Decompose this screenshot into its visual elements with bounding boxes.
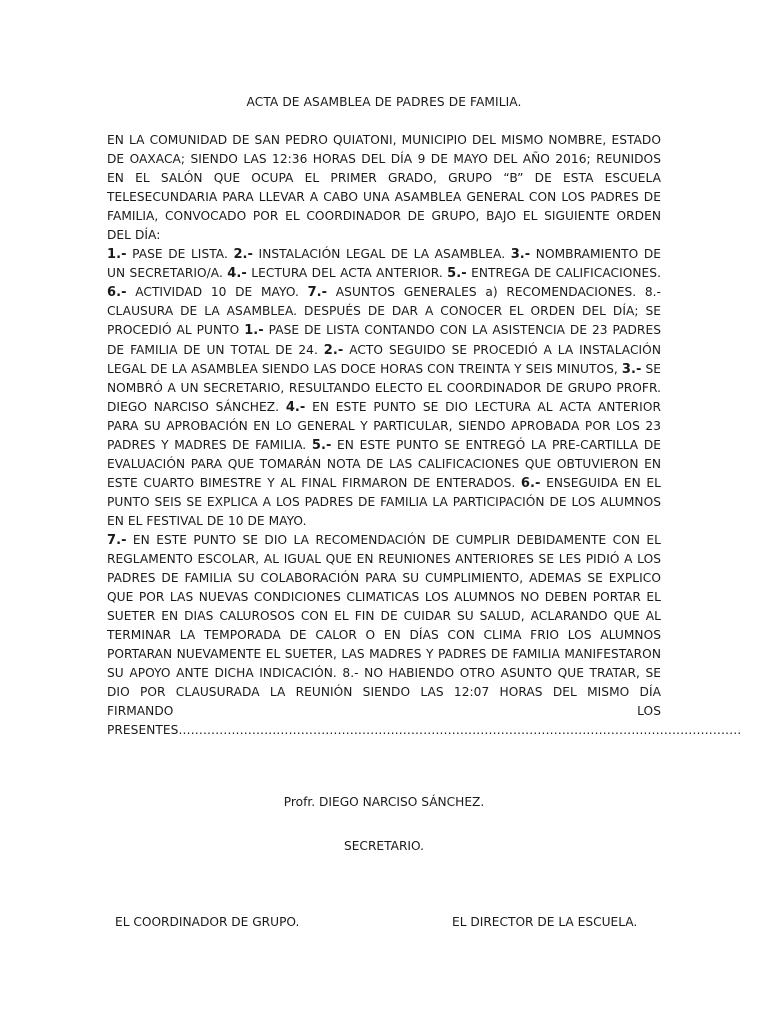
agenda-text: NOMBRAMIENTO DE UN SECRETARIO/A.	[107, 247, 661, 281]
agenda-text: INSTALACIÓN LEGAL DE LA ASAMBLEA.	[252, 247, 511, 262]
secretary-name: Profr. DIEGO NARCISO SÁNCHEZ.	[283, 795, 485, 809]
closing-line: PRESENTES…………………………………………………………………………………………………………………………	[107, 723, 742, 738]
point-text: ENSEGUIDA EN EL PUNTO SEIS SE EXPLICA A LOS PADRES DE FAMILIA LA PARTICIPACIÓN DE LOS ALUMNOS EN EL FESTIVAL DE 10 DE MAYO.	[107, 475, 661, 528]
point-num: 6.-	[520, 475, 541, 491]
point-text: SE NOMBRÓ A UN SECRETARIO, RESULTANDO ELECTO EL COORDINADOR DE GRUPO PROFR. DIEGO NARCISO SÁNCHEZ.	[107, 361, 661, 414]
agenda-paragraph	[107, 245, 661, 531]
point-num: 5.-	[311, 437, 332, 453]
agenda-num: 5.-	[447, 266, 467, 282]
point-num: 4.-	[285, 399, 306, 415]
point-text: ACTO SEGUIDO SE PROCEDIÓ A LA INSTALACIÓN LEGAL DE LA ASAMBLEA SIENDO LAS DOCE HORAS CON TREINTA Y SEIS MINUTOS,	[107, 342, 661, 376]
agenda-num: 2.-	[233, 247, 253, 263]
point-text: PASE DE LISTA CONTANDO CON LA ASISTENCIA DE 23 PADRES DE FAMILIA DE UN TOTAL DE 24.	[107, 323, 661, 357]
agenda-text: ASUNTOS GENERALES a) RECOMENDACIONES. 8.- CLAUSURA DE LA ASAMBLEA. DESPUÉS DE DAR A CONOCER EL ORDEN DEL DÍA; SE PROCEDIÓ AL PUNTO	[107, 285, 662, 338]
agenda-num: 6.-	[107, 285, 127, 301]
point-7-text: EN ESTE PUNTO SE DIO LA RECOMENDACIÓN DE CUMPLIR DEBIDAMENTE CON EL REGLAMENTO ESCOLAR, AL IGUAL QUE EN REUNIONES ANTERIORES SE LES PIDIÓ A LOS PADRES DE FAMILIA SU COLABORACIÓN PARA SU CUMPLIMIENTO, ADEMAS SE EXPLICO QUE POR LAS NUEVAS CONDICIONES CLIMATICAS LOS ALUMNOS NO DEBEN PORTAR EL SUETER EN DIAS CALUROSOS CON EL FIN DE CUIDAR SU SALUD, ACLARANDO QUE AL TERMINAR LA TEMPORADA DE CALOR O EN DÍAS CON CLIMA FRIO LOS ALUMNOS PORTARAN NUEVAMENTE EL SUETER, LAS MADRES Y PADRES DE FAMILIA MANIFESTARON SU APOYO ANTE DICHA INDICACIÓN. 8.- NO HABIENDO OTRO ASUNTO QUE TRATAR, SE DIO POR CLAUSURADA LA REUNIÓN SIENDO LAS 12:07 HORAS DEL MISMO DÍA FIRMANDO LOS	[107, 532, 661, 719]
point-num: 7.-	[107, 532, 127, 548]
agenda-text: PASE DE LISTA.	[126, 247, 234, 262]
point-num: 2.-	[323, 342, 344, 358]
agenda-text: LECTURA DEL ACTA ANTERIOR.	[246, 266, 448, 281]
point-num: 1.-	[244, 323, 264, 339]
agenda-num: 1.-	[107, 247, 127, 263]
agenda-text: ACTIVIDAD 10 DE MAYO.	[126, 285, 308, 300]
intro-text: EN LA COMUNIDAD DE SAN PEDRO QUIATONI, MUNICIPIO DEL MISMO NOMBRE, ESTADO DE OAXACA; SIENDO LAS 12:36 HORAS DEL DÍA 9 DE MAYO DEL AÑO 2016; REUNIDOS EN EL SALÓN QUE OCUPA EL PRIMER GRADO, GRUPO “B” DE ESTA ESCUELA TELESECUNDARIA PARA LLEVAR A CABO UNA ASAMBLEA GENERAL CON LOS PADRES DE FAMILIA, CONVOCADO POR EL COORDINADOR DE GRUPO, BAJO EL SIGUIENTE ORDEN DEL DÍA:	[107, 133, 661, 243]
agenda-text: ENTREGA DE CALIFICACIONES.	[466, 266, 661, 281]
agenda-num: 7.-	[307, 285, 328, 301]
secretary-role: SECRETARIO.	[344, 839, 424, 853]
document-title: ACTA DE ASAMBLEA DE PADRES DE FAMILIA.	[246, 95, 522, 109]
agenda-num: 4.-	[227, 266, 247, 282]
document-body	[107, 131, 742, 741]
point-num: 3.-	[621, 361, 642, 377]
director-signature: EL DIRECTOR DE LA ESCUELA.	[452, 915, 638, 929]
point-text: EN ESTE PUNTO SE ENTREGÓ LA PRE-CARTILLA DE EVALUACIÓN PARA QUE TOMARÁN NOTA DE LAS CALIFICACIONES QUE OBTUVIERON EN ESTE CUARTO BIMESTRE Y AL FINAL FIRMARON DE ENTERADOS.	[107, 437, 662, 490]
intro-paragraph	[107, 131, 661, 245]
agenda-num: 3.-	[510, 247, 531, 263]
point-7-paragraph	[107, 531, 661, 721]
point-text: EN ESTE PUNTO SE DIO LECTURA AL ACTA ANTERIOR PARA SU APROBACIÓN EN LO GENERAL Y PARTICULAR, SIENDO APROBADA POR LOS 23 PADRES Y MADRES DE FAMILIA.	[107, 399, 661, 452]
coordinator-signature: EL COORDINADOR DE GRUPO.	[115, 915, 300, 929]
